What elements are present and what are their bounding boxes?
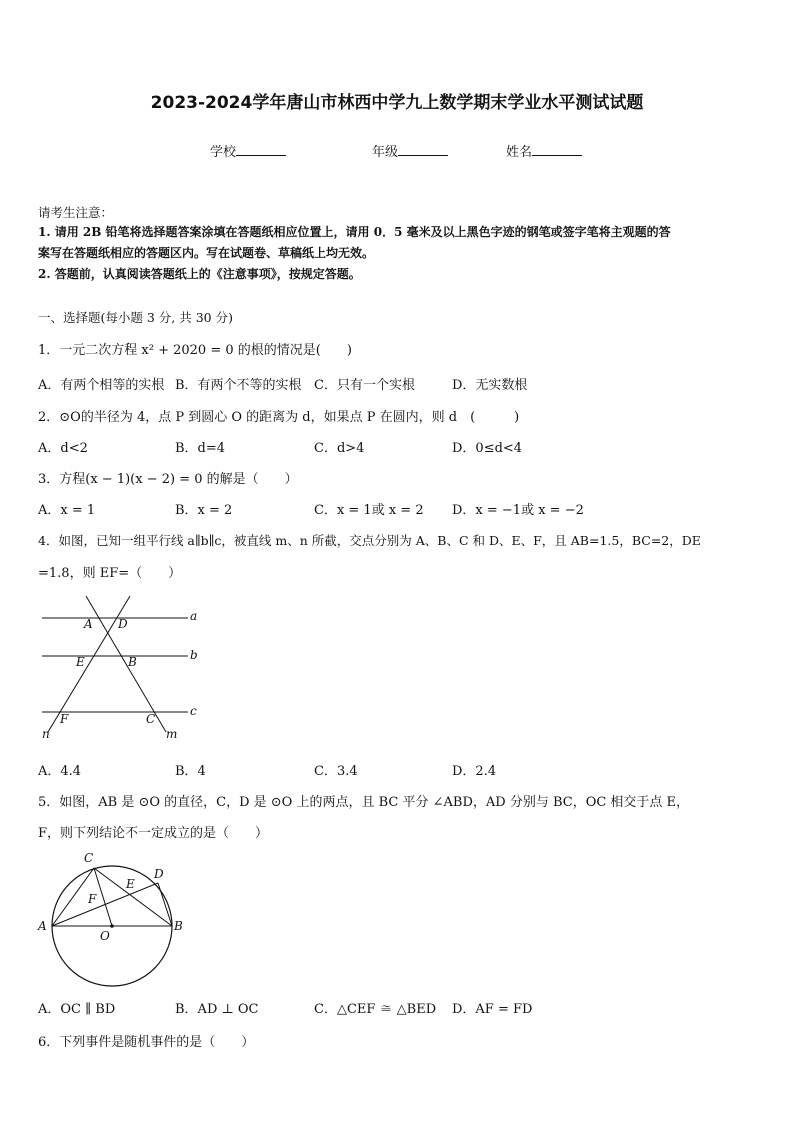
q5-stem-line1: 5．如图，AB 是 ⊙O 的直径，C，D 是 ⊙O 上的两点，且 BC 平分 ∠ABD，AD 分别与 BC，OC 相交于点 E， xyxy=(38,795,690,810)
center-point xyxy=(110,924,114,928)
q1-option-c[interactable]: C．只有一个实根 xyxy=(314,378,415,393)
label-b: b xyxy=(190,648,198,662)
q3-stem: 3．方程(x − 1)(x − 2) = 0 的解是（ ） xyxy=(38,472,298,487)
label-c: c xyxy=(190,704,197,718)
q1-stem: 1．一元二次方程 x² + 2020 = 0 的根的情况是( ) xyxy=(38,343,352,358)
label-n: n xyxy=(42,727,50,741)
q4-stem-line2: =1.8，则 EF=（ ） xyxy=(38,566,182,581)
name-field[interactable] xyxy=(506,141,582,160)
q4-stem-line1: 4．如图，已知一组平行线 a∥b∥c，被直线 m、n 所截，交点分别为 A、B、C 和 D、E、F，且 AB=1.5，BC=2，DE xyxy=(38,533,701,548)
label-B: B xyxy=(128,655,137,669)
q2-option-a[interactable]: A．d<2 xyxy=(38,441,88,456)
q5-option-a[interactable]: A．OC ∥ BD xyxy=(38,1002,116,1017)
q4-option-d[interactable]: D．2.4 xyxy=(452,764,497,779)
q2-option-c[interactable]: C．d>4 xyxy=(314,441,365,456)
label-D: D xyxy=(118,617,128,631)
notice-heading: 请考生注意： xyxy=(38,205,114,220)
label-A: A xyxy=(84,617,93,631)
label-m: m xyxy=(166,727,178,741)
q4-figure xyxy=(30,592,210,744)
q1-option-a[interactable]: A．有两个相等的实根 xyxy=(38,378,165,393)
label-F: F xyxy=(60,712,69,726)
q2-option-d[interactable]: D．0≤d<4 xyxy=(452,441,523,456)
notice-line-1b: 案写在答题纸相应的答题区内。写在试题卷、草稿纸上均无效。 xyxy=(38,246,375,260)
q6-stem: 6．下列事件是随机事件的是（ ） xyxy=(38,1035,255,1050)
label-B: B xyxy=(174,919,183,933)
grade-label: 年级 xyxy=(372,145,399,160)
label-C: C xyxy=(146,712,156,726)
chord-db xyxy=(158,883,172,926)
label-A: A xyxy=(38,919,47,933)
grade-field[interactable] xyxy=(372,141,448,160)
segment-oc xyxy=(94,868,112,926)
q5-stem-line2: F，则下列结论不一定成立的是（ ） xyxy=(38,826,269,841)
q4-option-a[interactable]: A．4.4 xyxy=(38,764,82,779)
label-a: a xyxy=(190,609,198,623)
label-F: F xyxy=(88,892,97,906)
name-label: 姓名 xyxy=(506,145,533,160)
label-O: O xyxy=(100,929,110,943)
page-title: 2023-2024学年唐山市林西中学九上数学期末学业水平测试试题 xyxy=(150,93,644,113)
q5-figure xyxy=(34,848,194,988)
q5-option-c[interactable]: C．△CEF ≅ △BED xyxy=(314,1002,437,1017)
q4-option-c[interactable]: C．3.4 xyxy=(314,764,358,779)
section-heading: 一、选择题(每小题 3 分, 共 30 分) xyxy=(38,310,233,325)
q4-option-b[interactable]: B．4 xyxy=(175,764,206,779)
label-E: E xyxy=(126,877,135,891)
q5-option-b[interactable]: B．AD ⊥ OC xyxy=(175,1002,259,1017)
notice-line-1a: 1. 请用 2B 铅笔将选择题答案涂填在答题纸相应位置上，请用 0．5 毫米及以上黑色字迹的钢笔或签字笔将主观题的答 xyxy=(38,225,671,239)
label-C: C xyxy=(84,851,94,865)
label-D: D xyxy=(154,867,164,881)
notice-line-2: 2. 答题前，认真阅读答题纸上的《注意事项》，按规定答题。 xyxy=(38,267,361,281)
q3-option-b[interactable]: B．x = 2 xyxy=(175,503,233,518)
school-field[interactable] xyxy=(210,141,286,160)
q1-option-b[interactable]: B．有两个不等的实根 xyxy=(175,378,302,393)
q3-option-d[interactable]: D．x = −1或 x = −2 xyxy=(452,503,584,518)
label-E: E xyxy=(76,655,85,669)
q3-option-c[interactable]: C．x = 1或 x = 2 xyxy=(314,503,424,518)
q5-option-d[interactable]: D．AF = FD xyxy=(452,1002,533,1017)
q1-option-d[interactable]: D．无实数根 xyxy=(452,378,528,393)
q3-option-a[interactable]: A．x = 1 xyxy=(38,503,96,518)
school-label: 学校 xyxy=(210,145,237,160)
q2-option-b[interactable]: B．d=4 xyxy=(175,441,226,456)
q2-stem: 2．⊙O的半径为 4，点 P 到圆心 O 的距离为 d，如果点 P 在圆内，则 d ( ) xyxy=(38,410,520,425)
